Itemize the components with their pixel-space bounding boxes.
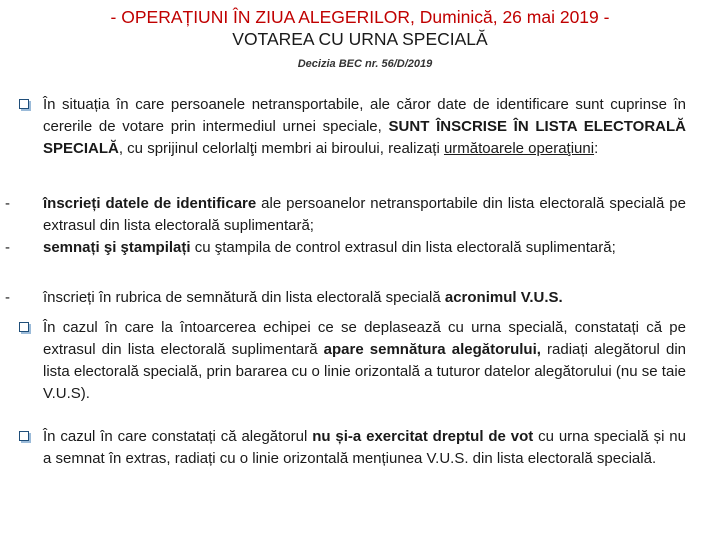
title-line-2: VOTAREA CU URNA SPECIALĂ: [232, 29, 488, 49]
list-item: În situația în care persoanele netransportabile, ale căror date de identificare sunt cuprinse în cererile de votare prin intermediul urnei speciale, SUNT ÎNSCRISE ÎN LISTA ELECTORALĂ SPECIALĂ, cu sprijinul celorlalţi membri ai biroului, realizați următoarele operaţiuni:: [43, 96, 686, 157]
list-item: - semnați şi ştampilați cu ştampila de control extrasul din lista electorală suplimentară;: [18, 237, 686, 259]
dash-bullet: -: [5, 195, 10, 212]
emphasis: nu și-a exercitat dreptul de vot: [312, 428, 534, 445]
list-item: - înscrieți datele de identificare ale persoanelor netransportabile din lista electorală specială pe extrasul din lista electorală suplimentară;: [5, 195, 686, 234]
decision-reference: Decizia BEC nr. 56/D/2019: [297, 58, 433, 70]
page-title: [0, 6, 720, 50]
list-item: În cazul în care la întoarcerea echipei ce se deplasează cu urna specială, constatați că pe extrasul din lista electorală suplimentară apare semnătura alegătorului, radiați alegătorul din lista electorală specială, prin bararea cu o linie orizontală a tuturor datelor alegătorului (nu se taie V.U.S).: [43, 319, 687, 402]
emphasis: acronimul V.U.S.: [444, 289, 563, 306]
list-item: - înscrieți în rubrica de semnătură din lista electorală specială acronimul V.U.S.: [18, 287, 686, 309]
emphasis: SUNT ÎNSCRISE ÎN LISTA ELECTORALĂ SPECIALĂ: [43, 118, 686, 157]
title-line-1: - OPERAȚIUNI ÎN ZIUA ALEGERILOR, Duminică, 26 mai 2019 -: [110, 7, 610, 27]
underlined-text: următoarele operaţiuni: [443, 140, 595, 157]
list-item: În cazul în care constatați că alegătorul nu și-a exercitat dreptul de vot cu urna specială și nu a semnat în extras, radiați cu o linie orizontală mențiunea V.U.S. din lista electorală specială.: [43, 428, 686, 467]
emphasis: semnați şi ştampilați: [43, 239, 191, 256]
dash-bullet: -: [5, 239, 10, 256]
emphasis: apare semnătura alegătorului,: [323, 341, 541, 358]
emphasis: înscrieți datele de identificare: [43, 195, 257, 212]
dash-bullet: -: [5, 289, 10, 306]
